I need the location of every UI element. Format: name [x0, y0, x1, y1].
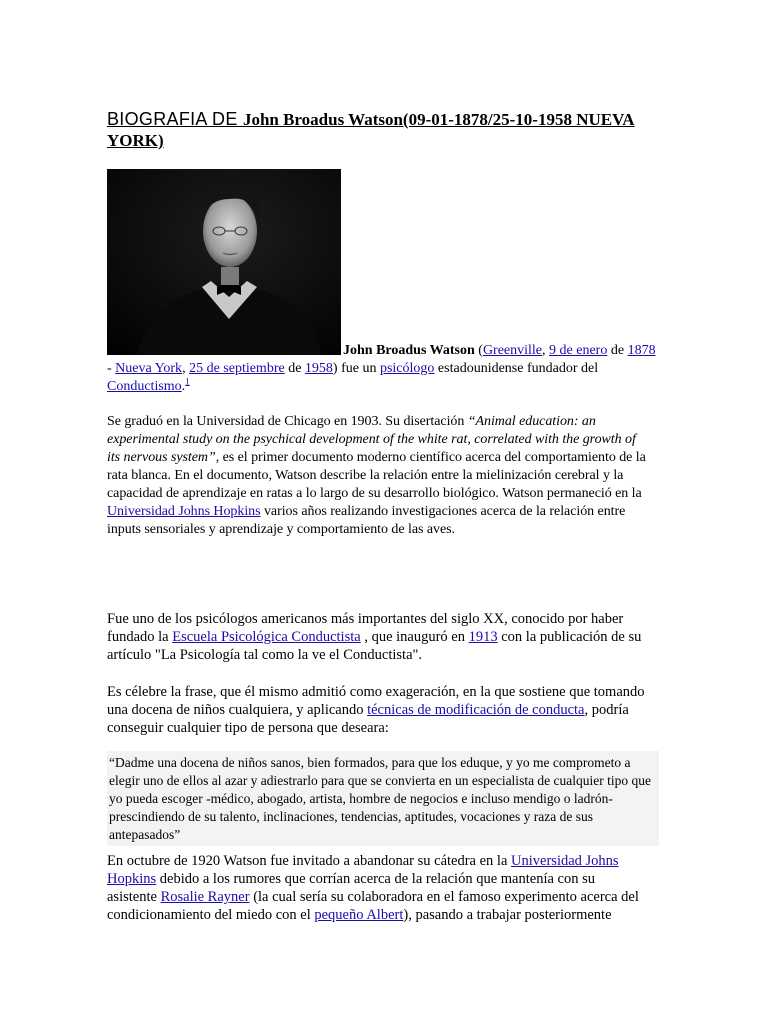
intro-text: ,	[542, 343, 550, 358]
p4-text: ), pasando a trabajar posteriormente	[403, 907, 612, 923]
link-greenville[interactable]: Greenville	[482, 343, 543, 358]
link-johns-hopkins-2[interactable]: Universidad Johns Hopkins	[107, 853, 619, 887]
intro-text: de	[607, 343, 628, 358]
intro-text: -	[107, 361, 116, 376]
p4-text: (la cual sería su colaboradora en el famoso experimento acerca del condicionamiento del miedo con el	[107, 889, 639, 923]
link-psicologo[interactable]: psicólogo	[379, 361, 435, 376]
link-year-1878[interactable]: 1878	[627, 343, 656, 358]
link-pequeno-albert[interactable]: pequeño Albert	[314, 907, 404, 923]
link-johns-hopkins[interactable]: Universidad Johns Hopkins	[107, 504, 261, 519]
paragraph-importance	[107, 610, 647, 664]
link-rosalie-rayner[interactable]: Rosalie Rayner	[160, 889, 250, 905]
subject-name: John Broadus Watson	[343, 343, 475, 358]
intro-text: ,	[182, 361, 190, 376]
title-text: John Broadus Watson(09-01-1878/25-10-1958 NUEVA YORK)	[107, 110, 635, 150]
link-death-date[interactable]: 25 de septiembre	[189, 361, 285, 376]
paragraph-famous-phrase	[107, 683, 647, 737]
link-conductismo[interactable]: Conductismo	[107, 379, 182, 394]
paragraph-education	[107, 413, 647, 539]
p4-text: debido a los rumores que corrían acerca de la relación que mantenía con su asistente	[107, 871, 595, 905]
p1-text: , es el primer documento moderno científico acerca del comportamiento de la rata blanca. En el documento, Watson describe la relación entre la mielinización cerebral y la capacidad de aprendizaje en ratas a lo largo de su desarrollo biológico. Watson permaneció en la	[107, 450, 646, 501]
p4-text: En octubre de 1920 Watson fue invitado a abandonar su cátedra en la	[107, 853, 512, 869]
link-year-1958[interactable]: 1958	[304, 361, 333, 376]
intro-text: estadounidense fundador del	[434, 361, 599, 376]
p3-text: , podría conseguir cualquier tipo de persona que deseara:	[107, 702, 629, 736]
link-tecnicas-conducta[interactable]: técnicas de modificación de conducta	[367, 702, 585, 718]
p1-text: varios años realizando investigaciones acerca de la relación entre inputs sensoriales y aprendizaje y comportamiento de las aves.	[107, 504, 626, 537]
link-year-1913[interactable]: 1913	[468, 629, 498, 645]
page-title	[107, 109, 663, 151]
intro-text: (	[474, 343, 483, 358]
p2-text: , que inauguró en	[360, 629, 469, 645]
p3-text: Es célebre la frase, que él mismo admitió como exageración, en la que sostiene que tomando una docena de niños cualquiera, y aplicando	[107, 684, 645, 718]
paragraph-dismissal	[107, 852, 647, 924]
intro-text: de	[284, 361, 305, 376]
title-prefix: BIOGRAFIA DE	[107, 109, 243, 129]
intro-paragraph	[107, 342, 663, 396]
p2-text: Fue uno de los psicólogos americanos más importantes del siglo XX, conocido por haber fundado la	[107, 611, 624, 645]
link-nueva-york[interactable]: Nueva York	[115, 361, 183, 376]
footnote-link[interactable]: 1	[185, 376, 190, 387]
p1-text: Se graduó en la Universidad de Chicago en 1903. Su disertación	[107, 414, 468, 429]
dissertation-title: “Animal education: an experimental study on the psychical development of the white rat, correlated with the growth of its nervous system”	[107, 414, 636, 465]
link-escuela-conductista[interactable]: Escuela Psicológica Conductista	[172, 629, 361, 645]
blockquote: “Dadme una docena de niños sanos, bien formados, para que los eduque, y yo me comprometo a elegir uno de ellos al azar y adiestrarlo para que se convierta en un especialista de cualquier tipo que yo pueda escoger -médico, abogado, artista, hombre de negocios e incluso mendigo o ladrón- prescindiendo de su talento, inclinaciones, tendencias, aptitudes, vocaciones y raza de sus antepasados”	[107, 751, 659, 846]
p2-text: con la publicación de su artículo "La Psicología tal como la ve el Conductista".	[107, 629, 642, 663]
intro-text: .	[181, 379, 186, 394]
link-birth-date[interactable]: 9 de enero	[549, 343, 608, 358]
portrait-photo	[107, 169, 341, 355]
intro-text: ) fue un	[332, 361, 380, 376]
portrait-illustration	[107, 169, 341, 355]
